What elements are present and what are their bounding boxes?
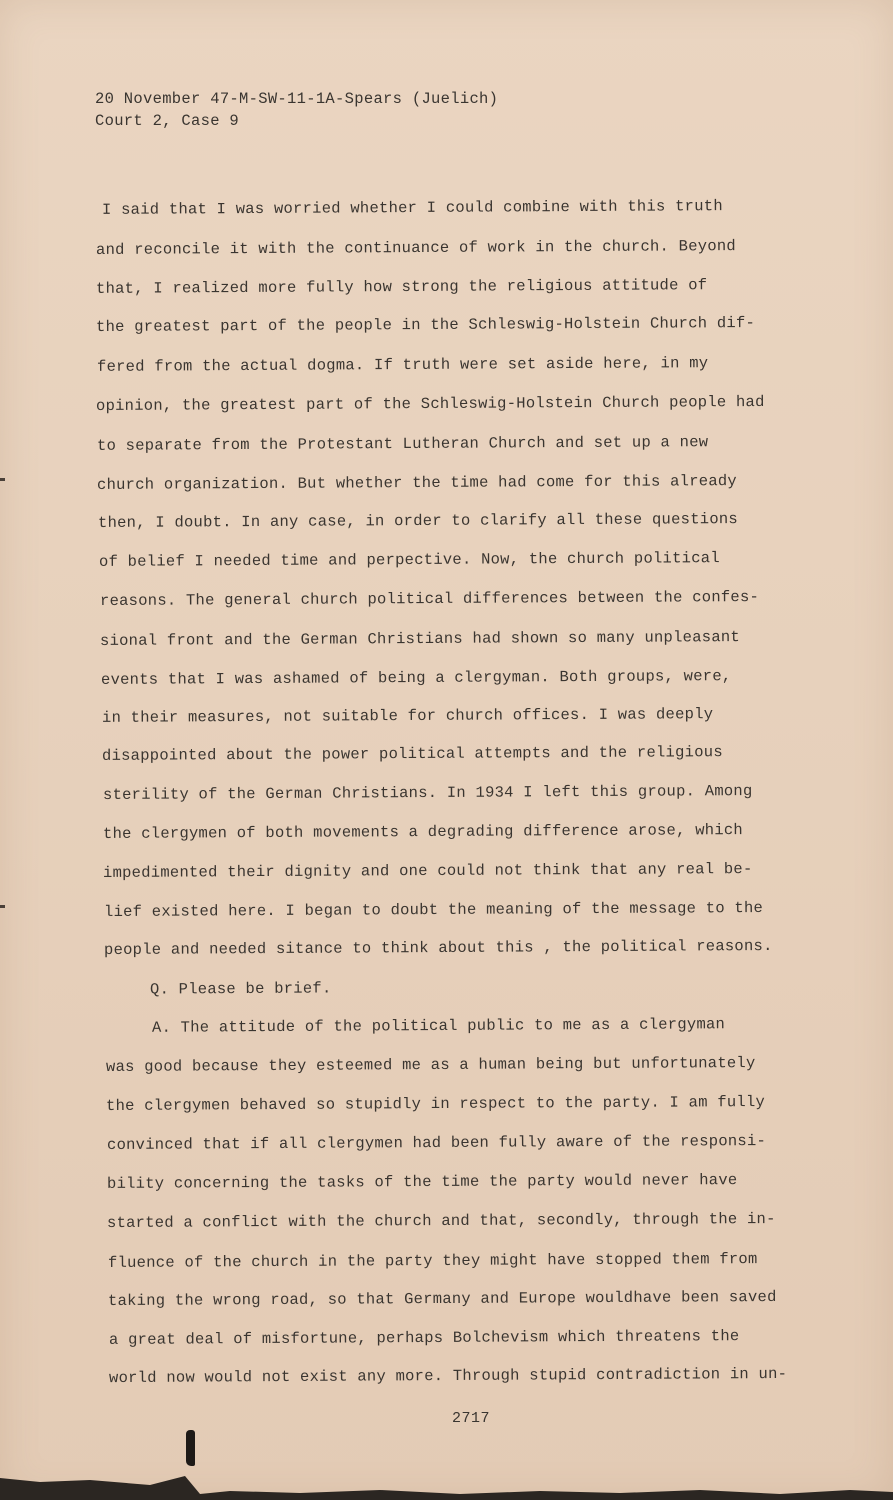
transcript-line: convinced that if all clergymen had been fully aware of the responsi- xyxy=(106,1131,767,1155)
transcript-line: sional front and the German Christians had shown so many unpleasant xyxy=(99,628,741,650)
transcript-line: fluence of the church in the party they might have stopped them from xyxy=(107,1250,758,1272)
transcript-line: the greatest part of the people in the Schleswig-Holstein Church dif- xyxy=(95,313,756,337)
question-line: Q. Please be brief. xyxy=(149,979,332,999)
header-line-court-case: Court 2, Case 9 xyxy=(95,112,240,130)
transcript-line: events that I was ashamed of being a clergyman. Both groups, were, xyxy=(100,667,732,689)
transcript-line: opinion, the greatest part of the Schleswig-Holstein Church people had xyxy=(95,392,765,416)
transcript-line: started a conflict with the church and that, secondly, through the in- xyxy=(106,1209,776,1233)
transcript-line: was good because they esteemed me as a human being but unfortunately xyxy=(105,1054,756,1076)
transcript-line: the clergymen behaved so stupidly in respect to the party. I am fully xyxy=(105,1092,766,1116)
transcript-line: in their measures, not suitable for church offices. I was deeply xyxy=(101,705,714,727)
transcript-line: world now would not exist any more. Through stupid contradiction in un- xyxy=(108,1364,788,1388)
transcript-line: then, I doubt. In any case, in order to clarify all these questions xyxy=(97,510,739,532)
torn-bottom-edge xyxy=(0,1460,893,1500)
transcript-line: church organization. But whether the time had come for this already xyxy=(96,472,738,494)
transcript-line: sterility of the German Christians. In 1934 I left this group. Among xyxy=(102,782,753,804)
header-line-date-reference: 20 November 47-M-SW-11-1A-Spears (Juelich) xyxy=(95,90,499,108)
transcript-line: bility concerning the tasks of the time the party would never have xyxy=(106,1171,738,1193)
transcript-line: and reconcile it with the continuance of work in the church. Beyond xyxy=(95,237,737,259)
page-number: 2717 xyxy=(452,1410,491,1427)
transcript-line: that, I realized more fully how strong the religious attitude of xyxy=(95,276,708,298)
transcript-line: of belief I needed time and perpective. Now, the church political xyxy=(98,549,720,571)
document-header xyxy=(95,88,498,132)
transcript-line: people and needed sitance to think about this , the political reasons. xyxy=(103,936,773,960)
margin-mark xyxy=(0,478,5,481)
transcript-line: a great deal of misfortune, perhaps Bolchevism which threatens the xyxy=(108,1327,740,1349)
transcript-line: disappointed about the power political attempts and the religious xyxy=(101,743,723,765)
transcript-line: taking the wrong road, so that Germany and Europe wouldhave been saved xyxy=(107,1287,777,1311)
transcript-line: to separate from the Protestant Lutheran Church and set up a new xyxy=(96,433,709,455)
transcript-line: I said that I was worried whether I could combine with this truth xyxy=(101,197,723,219)
transcript-line: the clergymen of both movements a degrading difference arose, which xyxy=(102,821,744,843)
transcript-line: fered from the actual dogma. If truth were set aside here, in my xyxy=(96,354,709,376)
margin-mark xyxy=(0,905,5,908)
answer-line: A. The attitude of the political public to me as a clergyman xyxy=(151,1015,726,1037)
transcript-line: reasons. The general church political differences between the confes- xyxy=(99,587,760,611)
transcript-line: impedimented their dignity and one could not think that any real be- xyxy=(102,860,753,882)
transcript-line: lief existed here. I began to doubt the meaning of the message to the xyxy=(103,898,764,922)
